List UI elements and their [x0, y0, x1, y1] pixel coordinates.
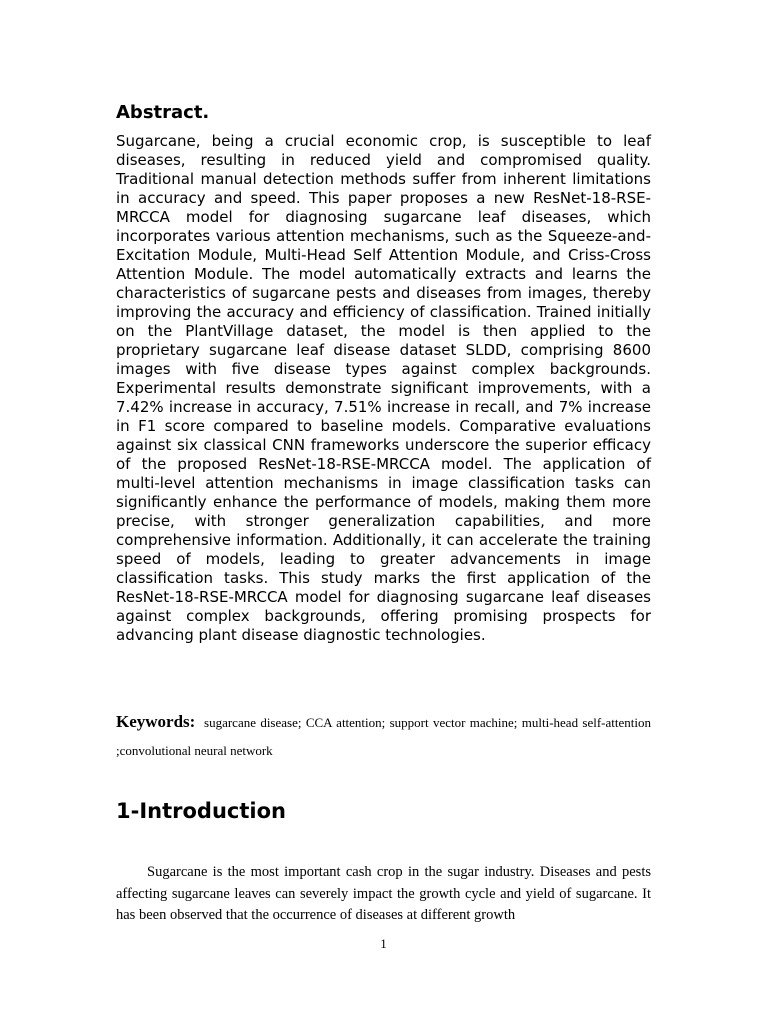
page-number: 1	[380, 936, 387, 951]
keywords-section	[116, 708, 651, 765]
introduction-heading: 1-Introduction	[116, 799, 286, 823]
abstract-heading: Abstract.	[116, 102, 210, 123]
keywords-text: sugarcane disease; CCA attention; support vector machine; multi-head self-attention ;convolutional neural network	[116, 715, 652, 758]
abstract-text: Sugarcane, being a crucial economic crop, is susceptible to leaf diseases, resulting in reduced yield and compromised quality. Traditional manual detection methods suffer from inherent limitations in accuracy and speed. This paper proposes a new ResNet-18-RSE-MRCCA model for diagnosing sugarcane leaf diseases, which incorporates various attention mechanisms, such as the Squeeze-and-Excitation Module, Multi-Head Self Attention Module, and Criss-Cross Attention Module. The model automatically extracts and learns the characteristics of sugarcane pests and diseases from images, thereby improving the accuracy and efficiency of classification. Trained initially on the PlantVillage dataset, the model is then applied to the proprietary sugarcane leaf disease dataset SLDD, comprising 8600 images with five disease types against complex backgrounds. Experimental results demonstrate significant improvements, with a 7.42% increase in accuracy, 7.51% increase in recall, and 7% increase in F1 score compared to baseline models. Comparative evaluations against six classical CNN frameworks underscore the superior efficacy of the proposed ResNet-18-RSE-MRCCA model. The application of multi-level attention mechanisms in image classification tasks can significantly enhance the performance of models, making them more precise, with stronger generalization capabilities, and more comprehensive information. Additionally, it can accelerate the training speed of models, leading to greater advancements in image classification tasks. This study marks the first application of the ResNet-18-RSE-MRCCA model for diagnosing sugarcane leaf diseases against complex backgrounds, offering promising prospects for advancing plant disease diagnostic technologies.	[116, 132, 651, 644]
introduction-text: Sugarcane is the most important cash crop in the sugar industry. Diseases and pests affecting sugarcane leaves can severely impact the growth cycle and yield of sugarcane. It has been observed that the occurrence of diseases at different growth	[116, 864, 651, 923]
keywords-label: Keywords:	[116, 712, 196, 731]
